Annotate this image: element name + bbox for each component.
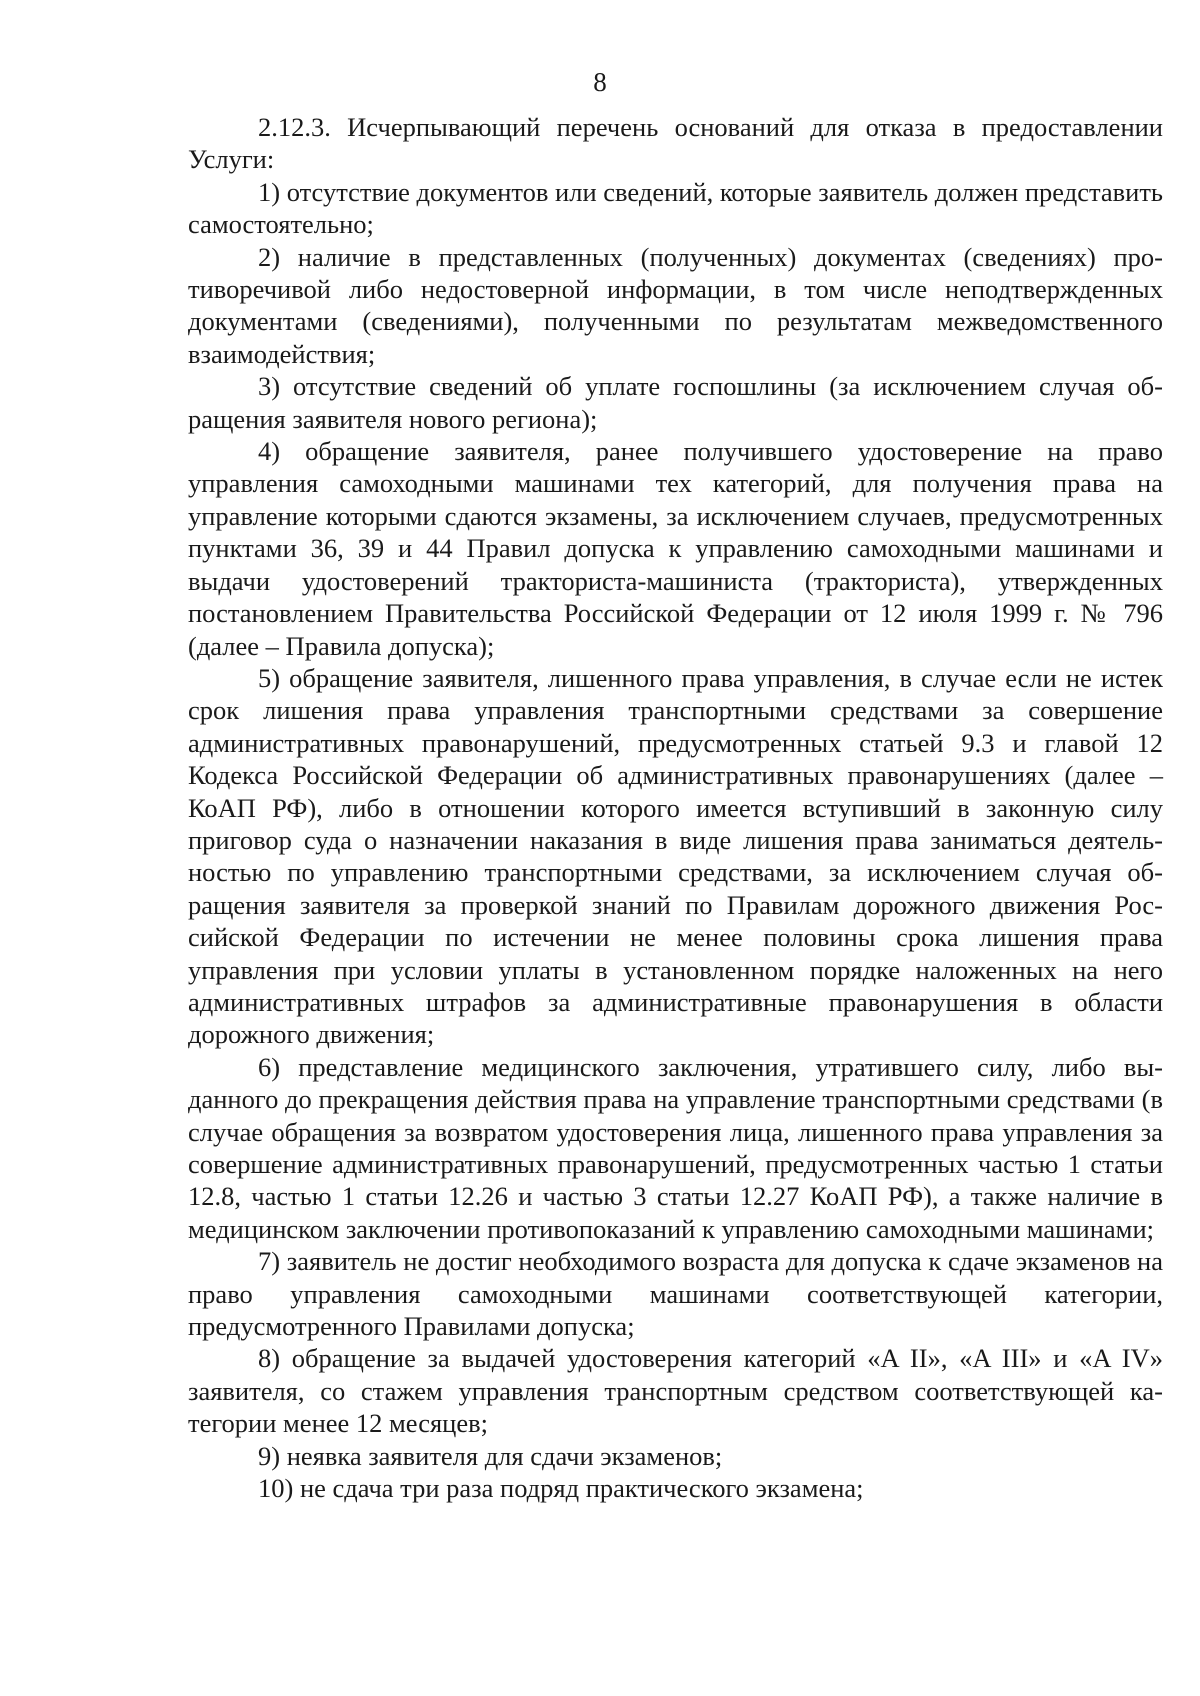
page-number: 8	[593, 67, 607, 97]
list-item-9: 9) неявка заявителя для сдачи экзаменов;	[258, 1440, 723, 1471]
list-item-10: 10) не сдача три раза подряд практического экзамена;	[258, 1473, 864, 1504]
list-item-6: 6) представление медицинского заключения, утратившего силу, либо выданного до прекращения действия права на управление транспортными средствами (в случае обращения за возвратом удостоверения лица, лишенного права управления за совершение административных правонарушений, предусмотренных частью 1 статьи 12.8, частью 1 статьи 12.26 и частью 3 статьи 12.27 КоАП РФ), а также наличие в медицинском заключении противопоказаний к управлению самоходными машинами;	[188, 1051, 1163, 1244]
list-item-2: 2) наличие в представленных (полученных) документах (сведениях) противоречивой либо недостоверной информации, в том числе неподтвержденных документами (сведениями), полученными по результатам межведомственного взаимодействия;	[188, 241, 1163, 369]
list-item-3: 3) отсутствие сведений об уплате госпошлины (за исключением случая обращения заявителя нового региона);	[188, 371, 1163, 434]
list-item-7: 7) заявитель не достиг необходимого возраста для допуска к сдаче экзаменов на право управления самоходными машинами соответствующей категории, предусмотренного Правилами допуска;	[188, 1246, 1163, 1342]
document-body	[188, 111, 1163, 1504]
list-item-1: 1) отсутствие документов или сведений, которые заявитель должен представить самостоятельно;	[188, 176, 1163, 240]
list-item-5: 5) обращение заявителя, лишенного права управления, в случае если не истек срок лишения права управления транспортными средствами за совершение административных правонарушений, предусмотренных статьей 9.3 и главой 12 Кодекса Российской Федерации об административных правонарушениях (далее – КоАП РФ), либо в отношении которого имеется вступивший в законную силу приговор суда о назначении наказания в виде лишения права заниматься деятельностью по управлению транспортными средствами, за исключением случая обращения заявителя за проверкой знаний по Правилам дорожного движения Российской Федерации по истечении не менее половины срока лишения права управления при условии уплаты в установленном порядке наложенных на него административных штрафов за административные правонарушения в области дорожного движения;	[188, 662, 1163, 1050]
list-item-8: 8) обращение за выдачей удостоверения категорий «A II», «A III» и «A IV» заявителя, со стажем управления транспортным средством соответствующей категории менее 12 месяцев;	[188, 1343, 1163, 1439]
list-item-4: 4) обращение заявителя, ранее получившего удостоверение на право управления самоходными машинами тех категорий, для получения права на управление которыми сдаются экзамены, за исключением случаев, предусмотренных пунктами 36, 39 и 44 Правил допуска к управлению самоходными машинами и выдачи удостоверений тракториста-машиниста (тракториста), утвержденных постановлением Правительства Российской Федерации от 12 июля 1999 г. № 796 (далее – Правила допуска);	[188, 436, 1163, 661]
section-heading-2-12-3: 2.12.3. Исчерпывающий перечень оснований для отказа в предоставлении Услуги:	[188, 112, 1163, 175]
